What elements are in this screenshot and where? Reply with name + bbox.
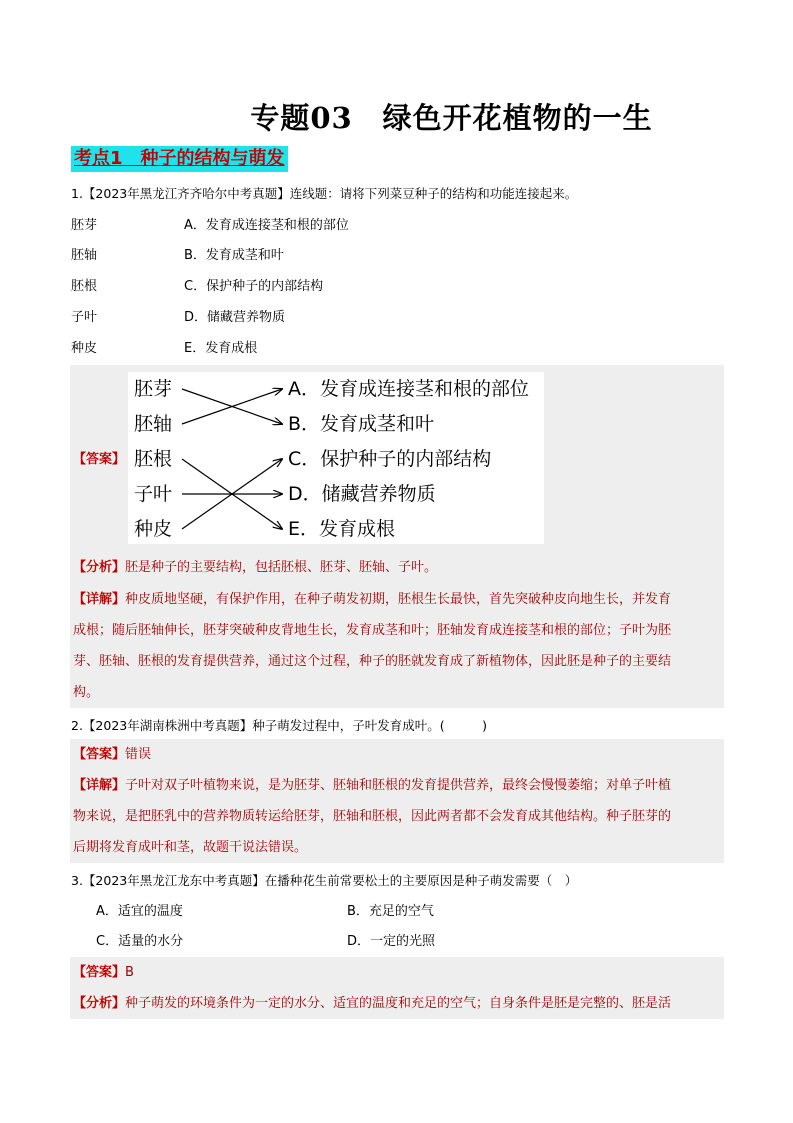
analysis-row — [73, 558, 437, 578]
analysis-text: 胚是种子的主要结构，包括胚根、胚芽、胚轴、子叶。 — [125, 560, 438, 575]
structure-item: 胚芽 — [71, 218, 98, 233]
structure-item: 胚根 — [71, 279, 98, 294]
structure-item: 胚轴 — [71, 248, 98, 263]
detail-block-1 — [73, 584, 721, 708]
diagram-right-label: A．发育成连接茎和根的部位 — [288, 378, 529, 400]
answer-value: 错误 — [125, 747, 152, 762]
diagram-right-label: E．发育成根 — [288, 518, 396, 540]
diagram-right-label: D．储藏营养物质 — [288, 483, 436, 505]
matching-diagram — [128, 372, 544, 544]
analysis-tag: 【分析】 — [73, 996, 126, 1011]
analysis-text: 种子萌发的环境条件为一定的水分、适宜的温度和充足的空气；自身条件是胚是完整的、胚是活 — [125, 996, 672, 1011]
option-d: D．一定的光照 — [347, 934, 436, 949]
answer-row — [73, 963, 134, 983]
structure-item: 种皮 — [71, 341, 98, 356]
detail-line: 物来说，是把胚乳中的营养物质转运给胚芽，胚轴和胚根，因此两者都不会发育成其他结构。种子胚芽的 — [73, 809, 672, 824]
option-b: B．充足的空气 — [347, 904, 434, 919]
diagram-left-label: 子叶 — [134, 483, 173, 505]
section-heading: 考点1 种子的结构与萌发 — [71, 146, 288, 172]
structure-item: 子叶 — [71, 310, 98, 325]
detail-line: 后期将发育成叶和茎，故题干说法错误。 — [73, 840, 308, 855]
detail-line: 成根；随后胚轴伸长，胚芽突破种皮背地生长，发育成茎和叶；胚轴发育成连接茎和根的部位；子叶为胚 — [73, 623, 672, 638]
page-title: 专题03 绿色开花植物的一生 — [250, 101, 653, 135]
function-item: E．发育成根 — [184, 341, 258, 356]
function-item: A．发育成连接茎和根的部位 — [184, 218, 349, 233]
diagram-right-label: B．发育成茎和叶 — [288, 413, 435, 435]
detail-line: 种皮质地坚硬，有保护作用，在种子萌发初期，胚根生长最快，首先突破种皮向地生长，并发育 — [125, 592, 672, 607]
detail-line: 芽、胚轴、胚根的发育提供营养，通过这个过程，种子的胚就发育成了新植物体，因此胚是种子的主要结 — [73, 654, 672, 669]
question-3-stem: 3.【2023年黑龙江龙东中考真题】在播种花生前常要松土的主要原因是种子萌发需要（ ） — [71, 873, 578, 888]
detail-tag: 【详解】 — [73, 778, 126, 793]
analysis-row — [73, 994, 671, 1014]
diagram-left-label: 胚根 — [134, 448, 173, 470]
detail-block-2 — [73, 770, 721, 863]
diagram-right-label: C．保护种子的内部结构 — [288, 448, 492, 470]
question-1-stem: 1.【2023年黑龙江齐齐哈尔中考真题】连线题：请将下列菜豆种子的结构和功能连接起来。 — [71, 186, 578, 201]
answer-row — [73, 745, 151, 765]
detail-line: 子叶对双子叶植物来说，是为胚芽、胚轴和胚根的发育提供营养，最终会慢慢萎缩；对单子叶植 — [125, 778, 672, 793]
diagram-left-label: 胚轴 — [134, 413, 173, 435]
analysis-tag: 【分析】 — [73, 560, 126, 575]
question-2-stem: 2.【2023年湖南株洲中考真题】种子萌发过程中，子叶发育成叶。( ) — [71, 718, 487, 733]
option-c: C．适量的水分 — [96, 934, 184, 949]
answer-value: B — [125, 965, 134, 980]
option-a: A．适宜的温度 — [96, 904, 183, 919]
detail-tag: 【详解】 — [73, 592, 126, 607]
diagram-left-label: 种皮 — [134, 518, 173, 540]
answer-tag: 【答案】 — [73, 747, 126, 762]
function-item: B．发育成茎和叶 — [184, 248, 284, 263]
function-item: C．保护种子的内部结构 — [184, 279, 324, 294]
answer-tag: 【答案】 — [73, 452, 126, 467]
detail-line: 构。 — [73, 685, 100, 700]
function-item: D．储藏营养物质 — [184, 310, 286, 325]
answer-tag: 【答案】 — [73, 965, 126, 980]
diagram-left-label: 胚芽 — [134, 378, 173, 400]
